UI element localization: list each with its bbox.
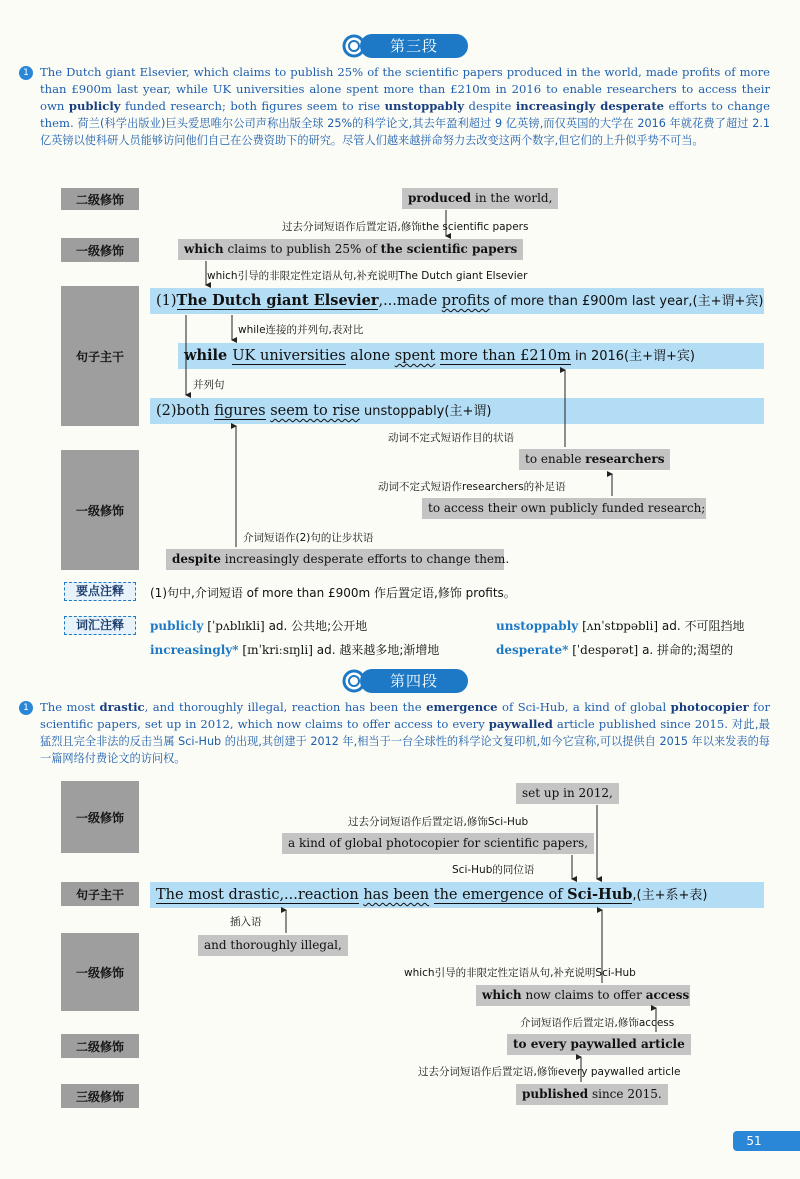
label-sentence-trunk: 句子主干: [61, 286, 139, 426]
label-sentence-trunk: 句子主干: [61, 882, 139, 906]
section-3-paragraph: 1 The Dutch giant Elsevier, which claims to publish 25% of the scientific papers produced in the world, made profits of more than £900m last year, while UK universities alone spent more than £210m in 2016 to enable researchers to access their own publicly funded research; both figures seem to rise unstoppably despite increasingly desperate efforts to change them. 荷兰(科学出版业)巨头爱思唯尔公司声称出版全球 25%的科学论文,其去年盈利超过 9 亿英镑,而仅英国的大学在 2016 年就花费了超过 2.1 亿英镑以使科研人员能够访问他们自己在公费资助下的研究。尽管人们越来越拼命努力去改变这两个数字,但它们的上升似乎势不可当。: [40, 64, 770, 149]
section-3-title: 第三段: [360, 34, 468, 58]
main-clause-2: (2)both figures seem to rise unstoppably(主+谓): [150, 398, 764, 424]
label-second-modifier: 二级修饰: [61, 1034, 139, 1058]
page-number: 51: [733, 1131, 775, 1151]
label-first-modifier-2: 一级修饰: [61, 933, 139, 1011]
note-while: while连接的并列句,表对比: [238, 324, 364, 336]
note-concession: 介词短语作(2)句的让步状语: [243, 532, 374, 544]
which-clause-box: which claims to publish 25% of the scientific papers: [178, 239, 523, 260]
main-clause-1: (1)The Dutch giant Elsevier,...made profits of more than £900m last year,(主+谓+宾): [150, 288, 764, 314]
label-third-modifier: 三级修饰: [61, 1084, 139, 1108]
note-parenthesis: 插入语: [230, 916, 262, 928]
vocab-notes-tag: 词汇注释: [64, 616, 136, 635]
note-appositive: Sci-Hub的同位语: [452, 864, 535, 876]
note-past-participle-2: 过去分词短语作后置定语,修饰every paywalled article: [418, 1066, 681, 1078]
note-purpose: 动词不定式短语作目的状语: [388, 432, 514, 444]
note-parallel: 并列句: [193, 379, 225, 391]
note-which-clause: which引导的非限定性定语从句,补充说明Sci-Hub: [404, 967, 636, 979]
note-past-participle: 过去分词短语作后置定语,修饰Sci-Hub: [348, 816, 529, 828]
label-second-modifier: 二级修饰: [61, 188, 139, 210]
to-access-box: to access their own publicly funded research;: [422, 498, 706, 519]
note-prep-phrase: 介词短语作后置定语,修饰access: [520, 1017, 675, 1029]
section-4-paragraph: 1 The most drastic, and thoroughly illegal, reaction has been the emergence of Sci-Hub, a kind of global photocopier for scientific papers, set up in 2012, which now claims to offer access to every paywalled article published since 2015. 对此,最猛烈且完全非法的反击当属 Sci-Hub 的出现,其创建于 2012 年,相当于一台全球性的科学论文复印机,如今它宣称,可以提供自 2015 年以来发表的每一篇网络付费论文的访问权。: [40, 699, 770, 767]
label-first-modifier: 一级修饰: [61, 238, 139, 262]
photocopier-box: a kind of global photocopier for scientific papers,: [282, 833, 594, 854]
to-enable-box: to enable researchers: [519, 449, 670, 470]
note-complement: 动词不定式短语作researchers的补足语: [378, 481, 566, 493]
vocab-item: desperate* [ˈdespərət] a. 拼命的;渴望的: [496, 643, 734, 657]
key-notes-text: (1)句中,介词短语 of more than £900m 作后置定语,修饰 profits。: [150, 586, 516, 600]
illegal-box: and thoroughly illegal,: [198, 935, 348, 956]
despite-box: despite increasingly desperate efforts to change them.: [166, 549, 504, 570]
section-4-title: 第四段: [360, 669, 468, 693]
main-clause-4: The most drastic,...reaction has been the emergence of Sci-Hub,(主+系+表): [150, 882, 764, 908]
set-up-box: set up in 2012,: [516, 783, 619, 804]
vocab-item: increasingly* [ɪnˈkriːsɪŋli] ad. 越来越多地;渐增地: [150, 643, 440, 657]
vocab-item: unstoppably [ʌnˈstɒpəbli] ad. 不可阻挡地: [496, 619, 745, 633]
label-first-modifier: 一级修饰: [61, 781, 139, 853]
note-which-clause: which引导的非限定性定语从句,补充说明The Dutch giant Elsevier: [207, 270, 528, 282]
paragraph-bullet-icon: 1: [19, 66, 33, 80]
page-number-bar: [775, 1131, 800, 1151]
paragraph-bullet-icon: 1: [19, 701, 33, 715]
vocab-item: publicly [ˈpʌblɪkli] ad. 公共地;公开地: [150, 619, 368, 633]
published-box: published since 2015.: [516, 1084, 668, 1105]
main-clause-while: while UK universities alone spent more than £210m in 2016(主+谓+宾): [178, 343, 764, 369]
every-article-box: to every paywalled article: [507, 1034, 691, 1055]
key-notes-tag: 要点注释: [64, 582, 136, 601]
produced-box: produced in the world,: [402, 188, 558, 209]
label-first-modifier-2: 一级修饰: [61, 450, 139, 570]
note-past-participle: 过去分词短语作后置定语,修饰the scientific papers: [282, 221, 529, 233]
which-claims-box: which now claims to offer access: [476, 985, 690, 1006]
